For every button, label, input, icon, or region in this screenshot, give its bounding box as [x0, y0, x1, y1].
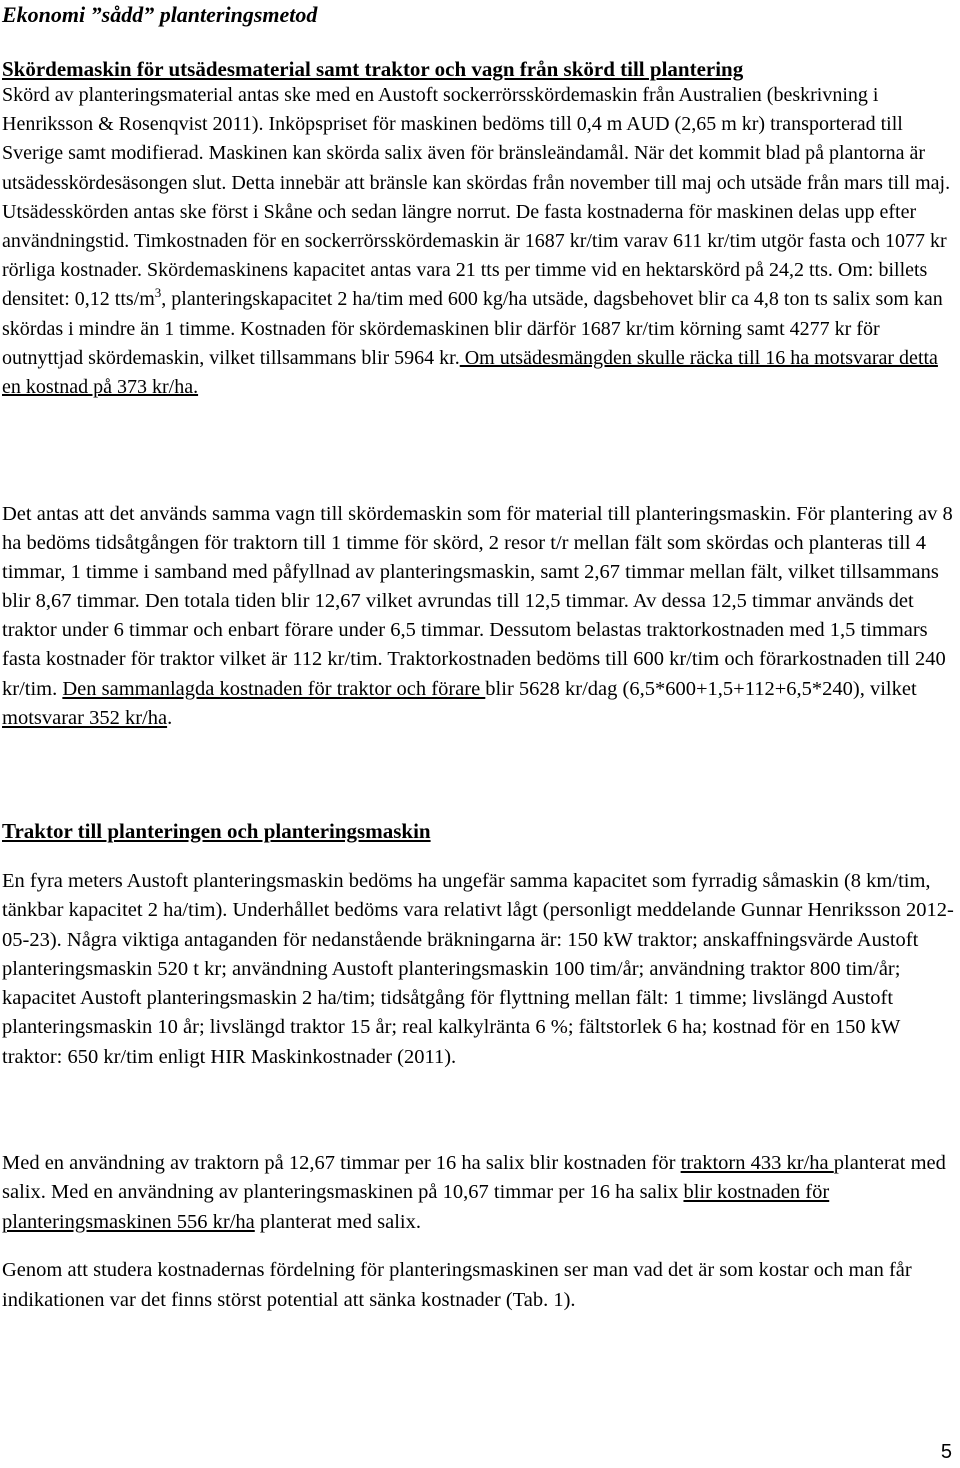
text-span: blir 5628 kr/dag (6,5*600+1,5+112+6,5*240), vilket — [485, 677, 917, 700]
text-span: planterat med salix. — [254, 1210, 422, 1233]
text-span: , planteringskapacitet 2 ha/tim med 600 kg/ha utsäde, dagsbehovet blir ca 4,8 ton ts salix som kan skördas i mindre än 1 timme. Kostnaden för skördemaskinen blir därför 1687 kr/tim körning samt 4277 kr för outnyttjad skördemaskin, vilket tillsammans blir 5964 kr. — [2, 288, 943, 369]
paragraph-planter-assumptions: En fyra meters Austoft planteringsmaskin bedöms ha ungefär samma kapacitet som fyrradig såmaskin (8 km/tim, tänkbar kapacitet 2 ha/tim). Underhållet bedöms vara relativt lågt (personligt meddelande Gunnar Henriksson 2012-05-23). Några viktiga antaganden för nedanstående bräkningarna är: 150 kW traktor; anskaffningsvärde Austoft planteringsmaskin 520 t kr; användning Austoft planteringsmaskin 100 tim/år; användning traktor 800 tim/år; kapacitet Austoft planteringsmaskin 2 ha/tim; tidsåtgång för flyttning mellan fält: 1 timme; livslängd Austoft planteringsmaskin 10 år; livslängd traktor 15 år; real kalkylränta 6 %; fältstorlek 6 ha; kostnad för en 150 kW traktor: 650 kr/tim enligt HIR Maskinkostnader (2011). — [2, 870, 954, 1068]
underlined-cost-result: en kostnad på 373 kr/ha. — [2, 376, 199, 399]
text-span: Med en användning av traktorn på 12,67 timmar per 16 ha salix blir kostnaden för — [2, 1152, 681, 1174]
underlined-cost-result: motsvarar 352 kr/ha — [2, 706, 168, 729]
text-span: Det antas att det används samma vagn till skördemaskin som för material till planteringsmaskin. För plantering av 8 ha bedöms tidsåtgången för traktorn till 1 timme för skörd, 2 resor t/r mellan fält som skördas och planteras till 4 timmar, 1 timme i samband med påfyllnad av planteringsmaskin, samt 2,67 timmar mellan fält, vilket tillsammans blir 8,67 timmar. Den totala tiden blir 12,67 vilket avrundas till 12,5 timmar. Av dessa 12,5 timmar används det traktor under 6 timmar och enbart förare under 6,5 timmar. Dessutom belastas traktorkostnaden med 1,5 timmars fasta kostnader för traktor vilket är 112 kr/tim. Traktorkostnaden bedöms till 600 kr/tim och förarkostnaden till 240 kr/tim. — [2, 503, 953, 700]
superscript: 3 — [154, 285, 162, 301]
paragraph-wagon-tractor-cost — [2, 500, 957, 733]
text-span: . — [167, 706, 173, 729]
text-span: Skörd av planteringsmaterial antas ske med en Austoft sockerrörsskördemaskin från Australien (beskrivning i Henriksson & Rosenqvist 2011). Inköpspriset för maskinen bedöms till 0,4 m AUD (2,65 m kr) transporterad till Sverige samt modifierad. Maskinen kan skörda salix även för bränsleändamål. När det kommit blad på plantorna är utsädesskördesäsongen slut. Detta innebär att bränsle kan skördas från november till maj och utsäde från mars till maj. Utsädesskörden antas ske först i Skåne och sedan längre norrut. De fasta kostnaderna för maskinen delas upp efter användningstid. Timkostnaden för en sockerrörsskördemaskin är 1687 kr/tim varav 611 kr/tim utgör fasta och 1077 kr rörliga kostnader. Skördemaskinens kapacitet antas vara 21 tts per timme vid en hektarskörd på 24,2 tts. Om: billets densitet: 0,12 tts/m — [2, 84, 951, 311]
paragraph-harvester-cost — [2, 81, 957, 402]
paragraph-planter-cost — [2, 1149, 957, 1237]
underlined-text: Om utsädesmängden skulle räcka till 16 ha motsvarar detta — [459, 346, 938, 369]
section-heading-harvester: Skördemaskin för utsädesmaterial samt traktor och vagn från skörd till plantering — [2, 57, 744, 81]
section-heading-planter: Traktor till planteringen och planteringsmaskin — [2, 819, 431, 843]
underlined-cost-result: blir kostnaden för planteringsmaskinen 556 kr/ha — [2, 1181, 830, 1233]
paragraph-cost-distribution: Genom att studera kostnadernas fördelning för planteringsmaskinen ser man vad det är som kostar och man får indikationen var det finns störst potential att sänka kostnader (Tab. 1). — [2, 1259, 912, 1311]
page-header-title: Ekonomi ”sådd” planteringsmetod — [2, 2, 318, 27]
underlined-cost-result: traktorn 433 kr/ha — [680, 1152, 834, 1174]
page-number: 5 — [940, 1441, 952, 1463]
text-span: planterat med salix. Med en användning av planteringsmaskinen på 10,67 timmar per 16 ha salix — [2, 1152, 946, 1204]
underlined-text: Den sammanlagda kostnaden för traktor och förare — [62, 677, 486, 700]
